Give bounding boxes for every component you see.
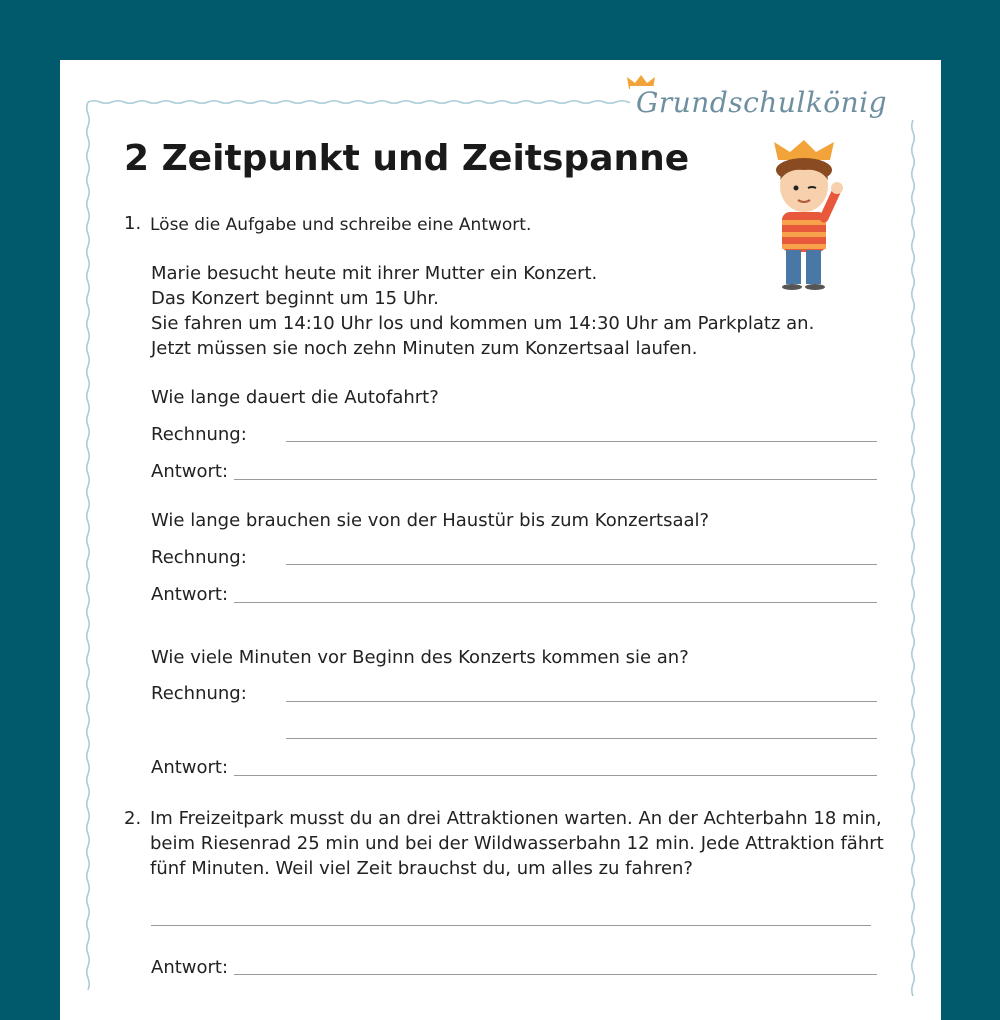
rechnung-label: Rechnung: <box>151 547 247 568</box>
answer-line[interactable] <box>286 701 877 702</box>
task-2-line-2: beim Riesenrad 25 min und bei der Wildwasserbahn 12 min. Jede Attraktion fährt <box>150 833 884 854</box>
worksheet <box>60 60 941 1020</box>
task-2-line-3: fünf Minuten. Weil viel Zeit brauchst du, um alles zu fahren? <box>150 858 693 879</box>
question-2: Wie lange brauchen sie von der Haustür bis zum Konzertsaal? <box>151 510 710 531</box>
answer-line[interactable] <box>234 974 877 975</box>
antwort-label: Antwort: <box>151 957 229 978</box>
answer-line[interactable] <box>151 925 871 926</box>
answer-line[interactable] <box>234 479 877 480</box>
task-1-number: 1. <box>124 213 142 234</box>
page-title: 2 Zeitpunkt und Zeitspanne <box>124 138 690 179</box>
answer-line[interactable] <box>286 441 877 442</box>
brand-logo-text: Grundschulkönig <box>630 86 893 119</box>
task-2-line-1: Im Freizeitpark musst du an drei Attraktionen warten. An der Achterbahn 18 min, <box>150 808 882 829</box>
rechnung-label: Rechnung: <box>151 424 247 445</box>
rechnung-label: Rechnung: <box>151 683 247 704</box>
antwort-label: Antwort: <box>151 461 229 482</box>
question-3: Wie viele Minuten vor Beginn des Konzerts kommen sie an? <box>151 647 689 668</box>
answer-line[interactable] <box>286 564 877 565</box>
antwort-label: Antwort: <box>151 757 229 778</box>
answer-line[interactable] <box>286 738 877 739</box>
task-2-number: 2. <box>124 808 142 829</box>
answer-line[interactable] <box>234 602 877 603</box>
answer-line[interactable] <box>234 775 877 776</box>
story-line-2: Das Konzert beginnt um 15 Uhr. <box>151 288 439 309</box>
story-line-1: Marie besucht heute mit ihrer Mutter ein Konzert. <box>151 263 598 284</box>
story-line-3: Sie fahren um 14:10 Uhr los und kommen um 14:30 Uhr am Parkplatz an. <box>151 313 815 334</box>
boy-with-crown-illustration <box>770 140 850 290</box>
task-1-instruction: Löse die Aufgabe und schreibe eine Antwort. <box>150 215 532 235</box>
story-line-4: Jetzt müssen sie noch zehn Minuten zum Konzertsaal laufen. <box>151 338 698 359</box>
question-1: Wie lange dauert die Autofahrt? <box>151 387 439 408</box>
antwort-label: Antwort: <box>151 584 229 605</box>
